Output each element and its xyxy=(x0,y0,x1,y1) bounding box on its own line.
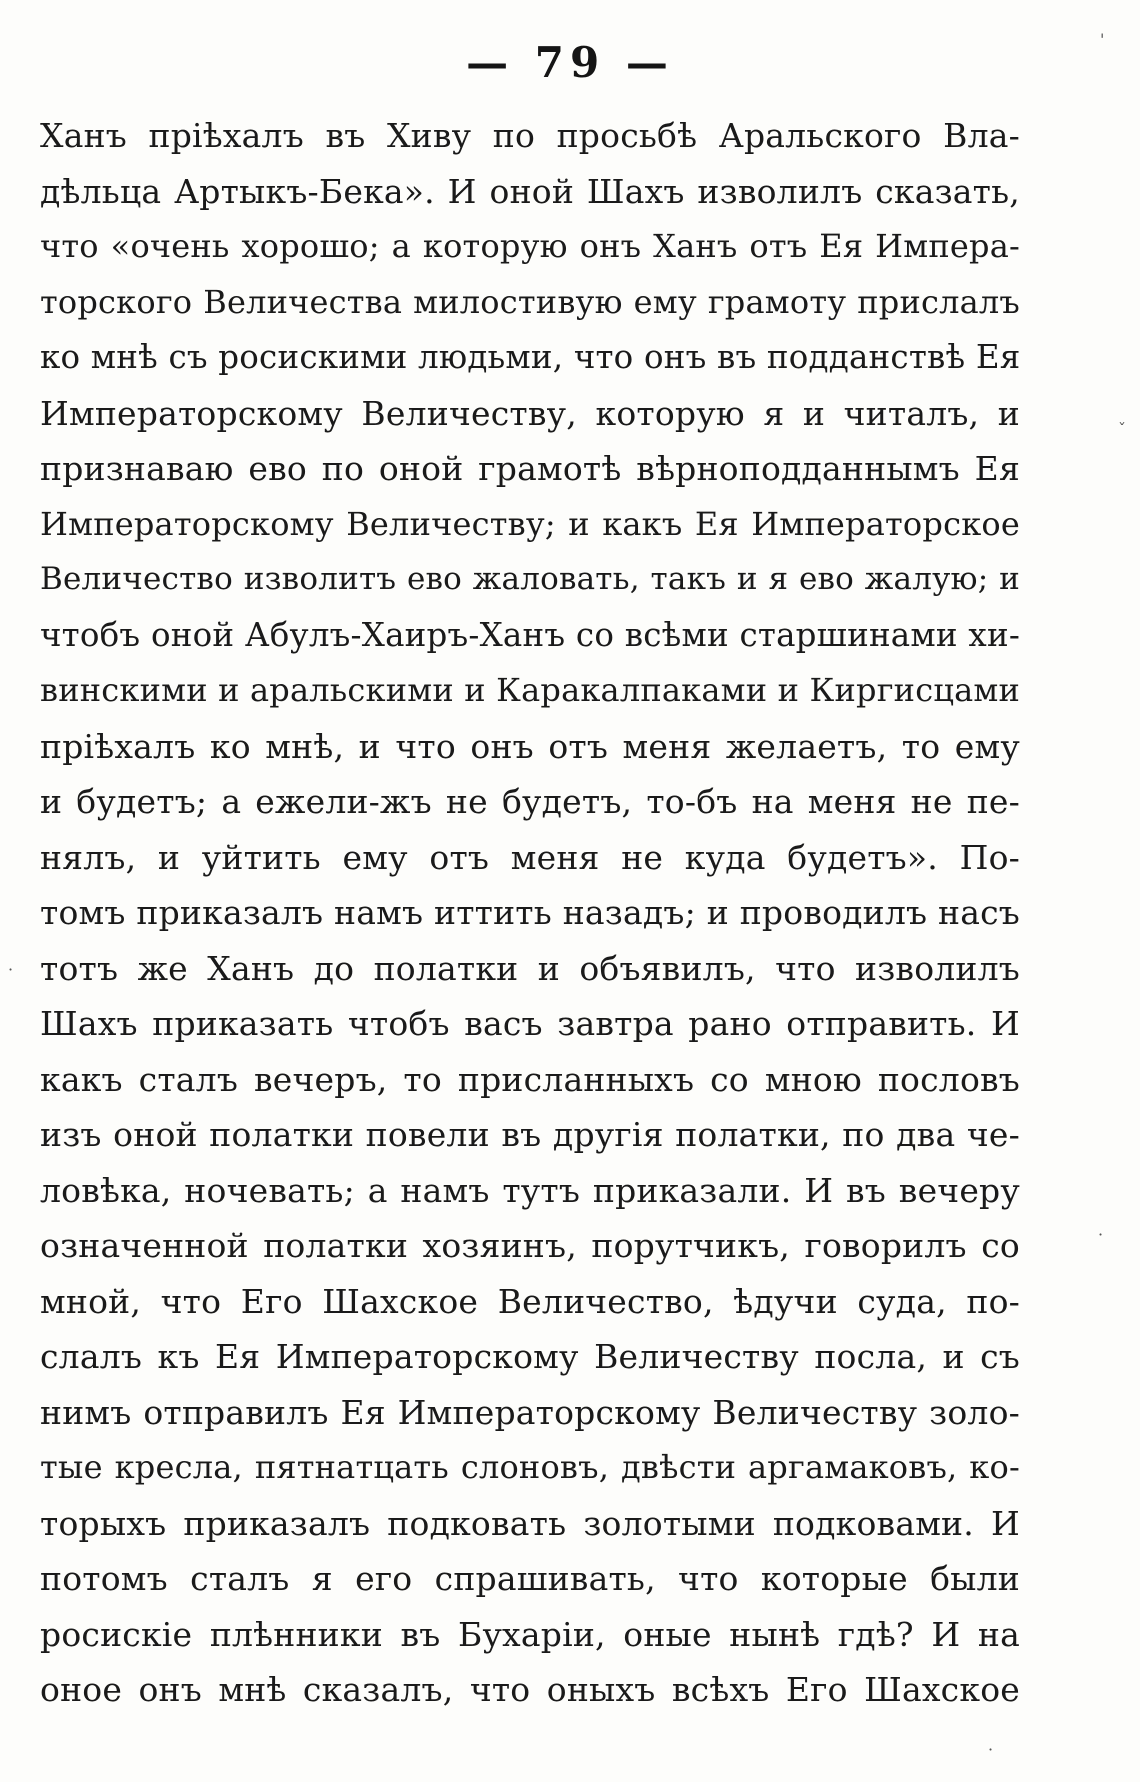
text-line: Шахъ приказать чтобъ васъ завтра рано отправить. И xyxy=(40,1004,1020,1043)
text-line: нялъ, и уйтить ему отъ меня не куда будетъ». По- xyxy=(40,837,1020,877)
body-text xyxy=(40,108,1020,1718)
text-line: дѣльца Артыкъ-Бека». И оной Шахъ изволилъ сказать, xyxy=(40,171,1020,211)
text-line: признаваю ево по оной грамотѣ вѣрноподданнымъ Ея xyxy=(40,449,1020,488)
text-line: ловѣка, ночевать; а намъ тутъ приказали. И въ вечеру xyxy=(40,1170,1020,1210)
text-line: мной, что Его Шахское Величество, ѣдучи суда, по- xyxy=(40,1281,1020,1321)
text-line: тые кресла, пятнатцать слоновъ, двѣсти аргамаковъ, ко- xyxy=(40,1448,1020,1486)
scan-speck: · xyxy=(8,960,14,979)
text-line: изъ оной полатки повели въ другія полатки, по два че- xyxy=(40,1115,1020,1154)
text-line: Величество изволитъ ево жаловать, такъ и я ево жалую; и xyxy=(40,561,1020,597)
scan-speck: · xyxy=(1098,1225,1104,1244)
text-line: росискіе плѣнники въ Бухаріи, оные нынѣ гдѣ? И на xyxy=(40,1614,1020,1654)
scan-speck: · xyxy=(988,1740,994,1759)
scan-speck: ' xyxy=(1100,30,1105,49)
scan-speck: ˇ xyxy=(1118,420,1126,439)
text-line: пріѣхалъ ко мнѣ, и что онъ отъ меня желаетъ, то ему xyxy=(40,726,1020,766)
text-line: Ханъ пріѣхалъ въ Хиву по просьбѣ Аральского Вла- xyxy=(40,116,1020,155)
text-line: слалъ къ Ея Императорскому Величеству посла, и съ xyxy=(40,1337,1020,1376)
text-line: ко мнѣ съ росискими людьми, что онъ въ подданствѣ Ея xyxy=(40,338,1021,376)
text-line: означенной полатки хозяинъ, порутчикъ, говорилъ со xyxy=(40,1226,1020,1265)
text-line: Императорскому Величеству; и какъ Ея Императорское xyxy=(40,504,1020,543)
text-line: тотъ же Ханъ до полатки и объявилъ, что изволилъ xyxy=(40,948,1020,988)
text-line: Императорскому Величеству, которую я и читалъ, и xyxy=(40,393,1020,433)
text-line: нимъ отправилъ Ея Императорскому Величеству золо- xyxy=(40,1392,1020,1432)
text-line: винскими и аральскими и Каракалпаками и Киргисцами xyxy=(40,671,1020,709)
text-line: какъ сталъ вечеръ, то присланныхъ со мною пословъ xyxy=(40,1059,1020,1099)
page-number: — 79 — xyxy=(466,38,674,87)
text-line: оное онъ мнѣ сказалъ, что оныхъ всѣхъ Его Шахское xyxy=(40,1670,1020,1709)
text-line: томъ приказалъ намъ иттить назадъ; и проводилъ насъ xyxy=(40,893,1020,932)
text-line: что «очень хорошо; а которую онъ Ханъ отъ Ея Импера- xyxy=(40,227,1020,265)
text-line: потомъ сталъ я его спрашивать, что которые были xyxy=(40,1559,1020,1598)
text-line: торыхъ приказалъ подковать золотыми подковами. И xyxy=(40,1503,1020,1543)
text-line: торского Величества милостивую ему грамоту прислалъ xyxy=(40,282,1020,321)
text-line: и будетъ; а ежели-жъ не будетъ, то-бъ на меня не пе- xyxy=(40,782,1020,821)
text-line: чтобъ оной Абулъ-Хаиръ-Ханъ со всѣми старшинами хи- xyxy=(40,615,1020,654)
